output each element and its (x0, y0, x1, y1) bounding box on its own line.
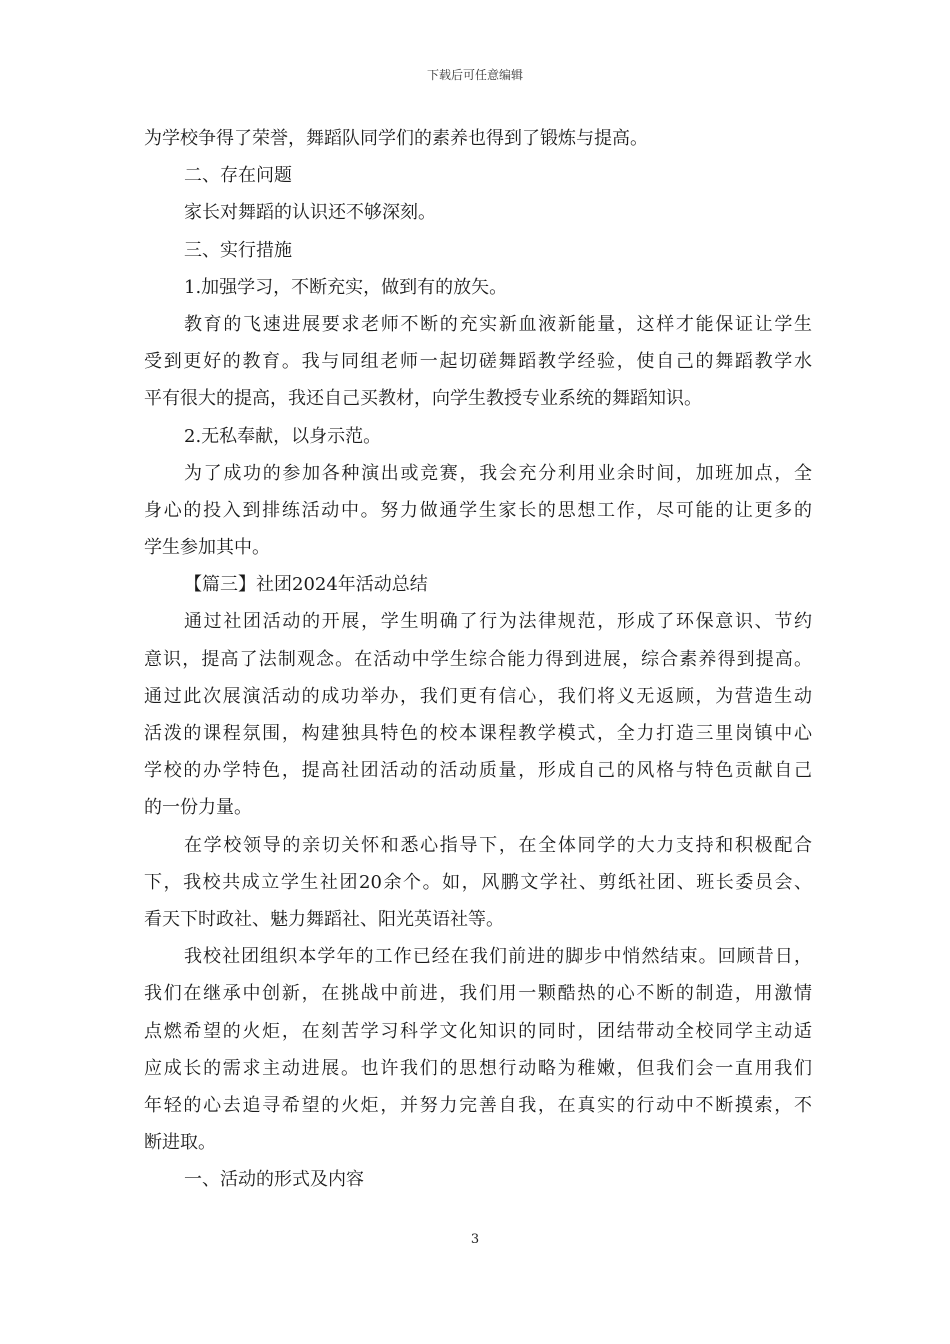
text-line: 学校的办学特色，提高社团活动的活动质量，形成自己的风格与特色贡献自己 (144, 760, 812, 782)
document-body (144, 120, 812, 1198)
text-line: 2.无私奉献，以身示范。 (184, 425, 382, 447)
text-line: 意识，提高了法制观念。在活动中学生综合能力得到进展，综合素养得到提高。 (144, 648, 812, 670)
text-line: 平有很大的提高，我还自己买教材，向学生教授专业系统的舞蹈知识。 (144, 388, 702, 410)
text-line: 教育的飞速进展要求老师不断的充实新血液新能量，这样才能保证让学生 (184, 313, 812, 335)
page-number: 3 (470, 1232, 480, 1247)
text-line: 应成长的需求主动进展。也许我们的思想行动略为稚嫩，但我们会一直用我们 (144, 1057, 812, 1079)
text-line: 断进取。 (144, 1132, 216, 1154)
text-line: 点燃希望的火炬，在刻苦学习科学文化知识的同时，团结带动全校同学主动适 (144, 1020, 812, 1042)
text-line: 看天下时政社、魅力舞蹈社、阳光英语社等。 (144, 908, 504, 930)
text-line: 通过此次展演活动的成功举办，我们更有信心，我们将义无返顾，为营造生动 (144, 685, 812, 707)
text-line: 我们在继承中创新，在挑战中前进，我们用一颗酷热的心不断的制造，用激情 (144, 983, 812, 1005)
text-line: 为学校争得了荣誉，舞蹈队同学们的素养也得到了锻炼与提高。 (144, 128, 648, 149)
text-line: 活泼的课程氛围，构建独具特色的校本课程教学模式，全力打造三里岗镇中心 (144, 723, 812, 744)
text-line: 受到更好的教育。我与同组老师一起切磋舞蹈教学经验，使自己的舞蹈教学水 (144, 351, 812, 373)
text-line: 【篇三】社团2024年活动总结 (184, 574, 428, 596)
text-line: 在学校领导的亲切关怀和悉心指导下，在全体同学的大力支持和积极配合 (184, 834, 812, 856)
text-line: 的一份力量。 (144, 797, 252, 819)
text-line: 我校社团组织本学年的工作已经在我们前进的脚步中悄然结束。回顾昔日， (184, 946, 812, 968)
text-line: 身心的投入到排练活动中。努力做通学生家长的思想工作，尽可能的让更多的 (144, 499, 812, 521)
text-line: 通过社团活动的开展，学生明确了行为法律规范，形成了环保意识、节约 (184, 611, 812, 633)
text-line: 年轻的心去追寻希望的火炬，并努力完善自我，在真实的行动中不断摸索，不 (144, 1094, 812, 1116)
text-line: 下，我校共成立学生社团20余个。如，风鹏文学社、剪纸社团、班长委员会、 (144, 871, 812, 893)
text-line: 三、实行措施 (184, 239, 292, 261)
text-line: 为了成功的参加各种演出或竞赛，我会充分利用业余时间，加班加点，全 (184, 462, 812, 484)
text-line: 学生参加其中。 (144, 537, 270, 559)
text-line: 一、活动的形式及内容 (184, 1169, 364, 1191)
text-line: 家长对舞蹈的认识还不够深刻。 (184, 202, 436, 224)
page-header: 下载后可任意编辑 (426, 68, 523, 82)
text-line: 二、存在问题 (184, 165, 292, 187)
text-line: 1.加强学习，不断充实，做到有的放矢。 (184, 276, 508, 298)
